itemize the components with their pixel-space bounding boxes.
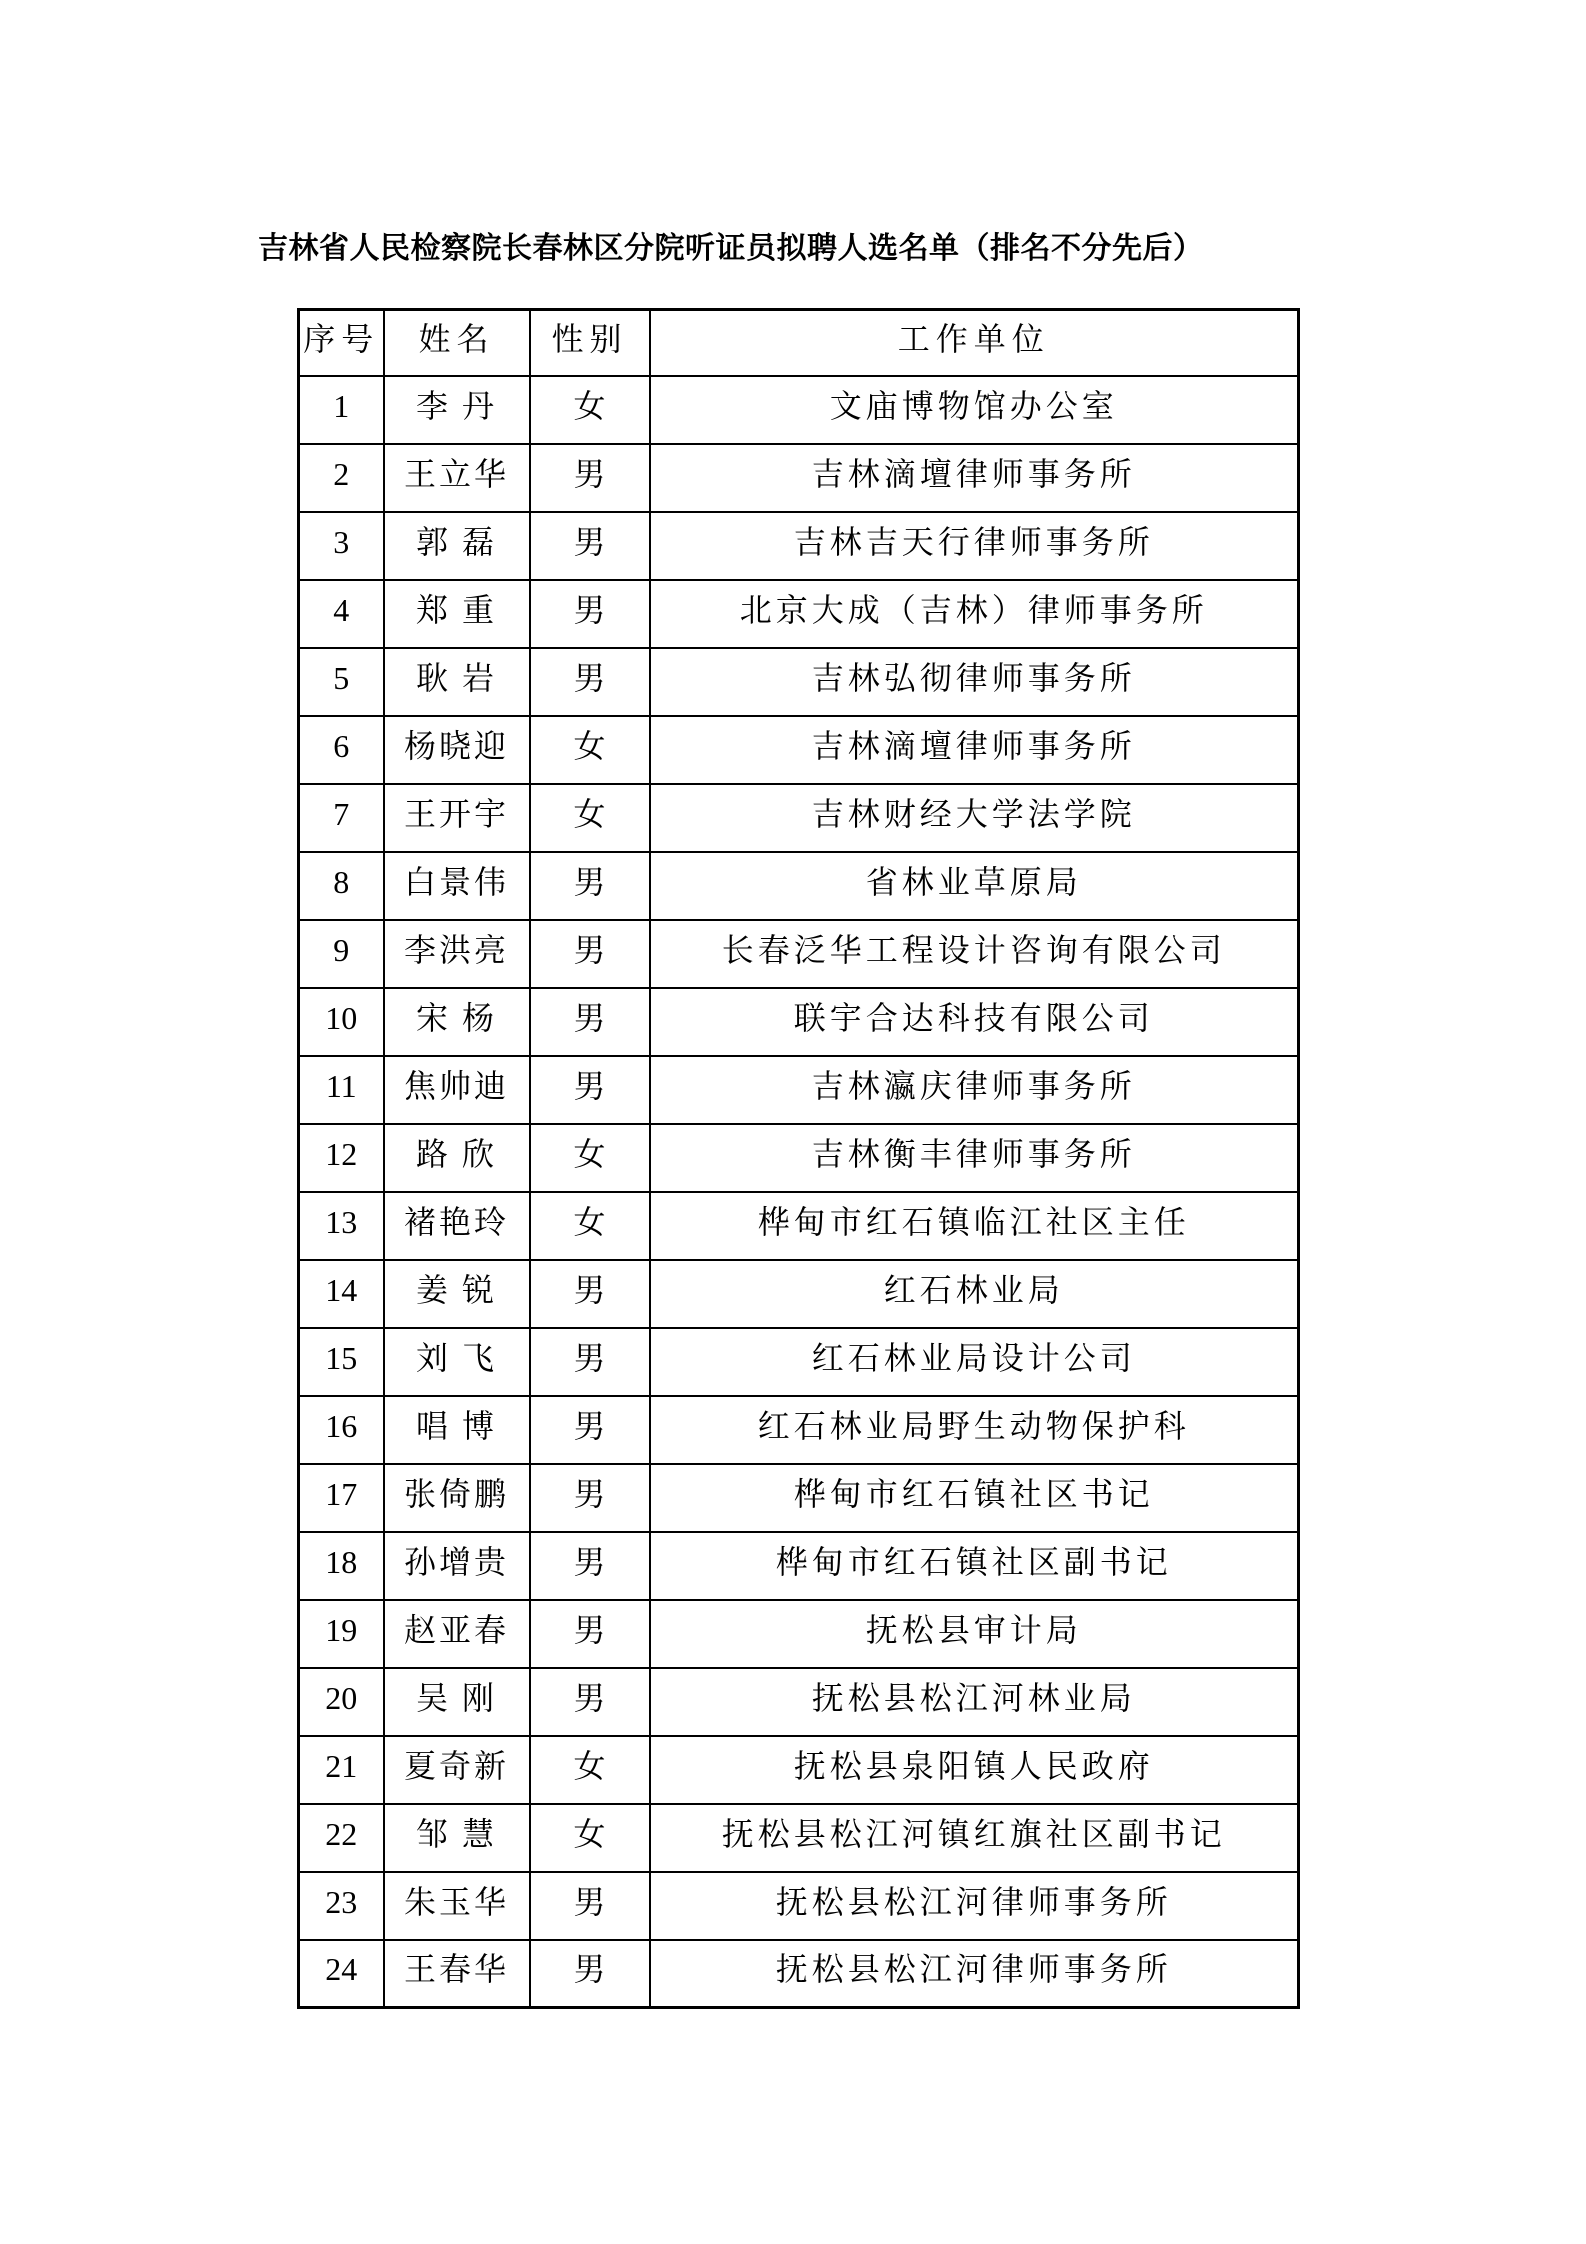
- cell-name: 姜 锐: [384, 1260, 530, 1328]
- cell-gender: 男: [530, 1396, 650, 1464]
- cell-serial-number: 20: [299, 1668, 384, 1736]
- cell-gender: 男: [530, 920, 650, 988]
- cell-name: 李 丹: [384, 376, 530, 444]
- cell-name: 宋 杨: [384, 988, 530, 1056]
- cell-gender: 男: [530, 444, 650, 512]
- table-row: [299, 852, 1299, 920]
- cell-work-unit: 长春泛华工程设计咨询有限公司: [650, 920, 1299, 988]
- cell-name: 路 欣: [384, 1124, 530, 1192]
- cell-serial-number: 22: [299, 1804, 384, 1872]
- table-row: [299, 1600, 1299, 1668]
- cell-work-unit: 桦甸市红石镇社区副书记: [650, 1532, 1299, 1600]
- table-row: [299, 1328, 1299, 1396]
- cell-serial-number: 2: [299, 444, 384, 512]
- table-row: [299, 1260, 1299, 1328]
- cell-gender: 男: [530, 512, 650, 580]
- cell-gender: 女: [530, 376, 650, 444]
- table-row: [299, 1192, 1299, 1260]
- cell-work-unit: 文庙博物馆办公室: [650, 376, 1299, 444]
- cell-name: 邹 慧: [384, 1804, 530, 1872]
- cell-serial-number: 16: [299, 1396, 384, 1464]
- cell-name: 刘 飞: [384, 1328, 530, 1396]
- cell-work-unit: 桦甸市红石镇临江社区主任: [650, 1192, 1299, 1260]
- cell-gender: 女: [530, 1736, 650, 1804]
- cell-gender: 男: [530, 1056, 650, 1124]
- cell-work-unit: 省林业草原局: [650, 852, 1299, 920]
- cell-gender: 男: [530, 1260, 650, 1328]
- cell-serial-number: 3: [299, 512, 384, 580]
- cell-work-unit: 红石林业局: [650, 1260, 1299, 1328]
- cell-work-unit: 抚松县松江河律师事务所: [650, 1872, 1299, 1940]
- cell-gender: 男: [530, 1872, 650, 1940]
- cell-work-unit: 桦甸市红石镇社区书记: [650, 1464, 1299, 1532]
- table-body: [299, 376, 1299, 2008]
- page-title: 吉林省人民检察院长春林区分院听证员拟聘人选名单（排名不分先后）: [258, 232, 1204, 265]
- header-name: 姓名: [384, 310, 530, 376]
- table-row: [299, 648, 1299, 716]
- cell-work-unit: 抚松县松江河律师事务所: [650, 1940, 1299, 2008]
- cell-name: 耿 岩: [384, 648, 530, 716]
- cell-serial-number: 13: [299, 1192, 384, 1260]
- table-row: [299, 376, 1299, 444]
- cell-work-unit: 抚松县松江河林业局: [650, 1668, 1299, 1736]
- cell-name: 褚艳玲: [384, 1192, 530, 1260]
- cell-serial-number: 19: [299, 1600, 384, 1668]
- cell-gender: 女: [530, 716, 650, 784]
- table-row: [299, 784, 1299, 852]
- cell-name: 郭 磊: [384, 512, 530, 580]
- cell-serial-number: 4: [299, 580, 384, 648]
- cell-gender: 男: [530, 1464, 650, 1532]
- cell-name: 郑 重: [384, 580, 530, 648]
- cell-gender: 女: [530, 1124, 650, 1192]
- table-row: [299, 1736, 1299, 1804]
- cell-serial-number: 11: [299, 1056, 384, 1124]
- cell-name: 杨晓迎: [384, 716, 530, 784]
- cell-work-unit: 红石林业局野生动物保护科: [650, 1396, 1299, 1464]
- cell-name: 唱 博: [384, 1396, 530, 1464]
- cell-serial-number: 21: [299, 1736, 384, 1804]
- cell-name: 王春华: [384, 1940, 530, 2008]
- cell-name: 李洪亮: [384, 920, 530, 988]
- cell-gender: 男: [530, 648, 650, 716]
- cell-gender: 女: [530, 1192, 650, 1260]
- cell-name: 吴 刚: [384, 1668, 530, 1736]
- cell-work-unit: 吉林吉天行律师事务所: [650, 512, 1299, 580]
- cell-serial-number: 10: [299, 988, 384, 1056]
- cell-work-unit: 吉林弘彻律师事务所: [650, 648, 1299, 716]
- cell-serial-number: 17: [299, 1464, 384, 1532]
- cell-gender: 男: [530, 1532, 650, 1600]
- cell-work-unit: 吉林衡丰律师事务所: [650, 1124, 1299, 1192]
- cell-gender: 女: [530, 784, 650, 852]
- cell-name: 朱玉华: [384, 1872, 530, 1940]
- table-row: [299, 1668, 1299, 1736]
- cell-serial-number: 7: [299, 784, 384, 852]
- table-row: [299, 1464, 1299, 1532]
- table-header-row: [299, 310, 1299, 376]
- cell-serial-number: 24: [299, 1940, 384, 2008]
- cell-serial-number: 18: [299, 1532, 384, 1600]
- cell-work-unit: 抚松县泉阳镇人民政府: [650, 1736, 1299, 1804]
- table-row: [299, 1056, 1299, 1124]
- cell-serial-number: 8: [299, 852, 384, 920]
- table-row: [299, 1396, 1299, 1464]
- cell-serial-number: 9: [299, 920, 384, 988]
- cell-name: 赵亚春: [384, 1600, 530, 1668]
- cell-work-unit: 吉林滴壇律师事务所: [650, 444, 1299, 512]
- cell-name: 孙增贵: [384, 1532, 530, 1600]
- cell-serial-number: 6: [299, 716, 384, 784]
- cell-serial-number: 15: [299, 1328, 384, 1396]
- cell-gender: 男: [530, 852, 650, 920]
- cell-work-unit: 抚松县松江河镇红旗社区副书记: [650, 1804, 1299, 1872]
- cell-gender: 女: [530, 1804, 650, 1872]
- roster-table: [297, 308, 1300, 2009]
- cell-name: 夏奇新: [384, 1736, 530, 1804]
- table-row: [299, 1872, 1299, 1940]
- table-row: [299, 1940, 1299, 2008]
- cell-name: 王立华: [384, 444, 530, 512]
- cell-gender: 男: [530, 988, 650, 1056]
- header-serial-number: 序号: [299, 310, 384, 376]
- cell-serial-number: 1: [299, 376, 384, 444]
- header-gender: 性别: [530, 310, 650, 376]
- cell-gender: 男: [530, 1328, 650, 1396]
- cell-gender: 男: [530, 580, 650, 648]
- cell-work-unit: 吉林滴壇律师事务所: [650, 716, 1299, 784]
- table-row: [299, 716, 1299, 784]
- cell-name: 焦帅迪: [384, 1056, 530, 1124]
- table-row: [299, 988, 1299, 1056]
- cell-gender: 男: [530, 1940, 650, 2008]
- cell-name: 白景伟: [384, 852, 530, 920]
- cell-work-unit: 红石林业局设计公司: [650, 1328, 1299, 1396]
- cell-serial-number: 14: [299, 1260, 384, 1328]
- header-work-unit: 工作单位: [650, 310, 1299, 376]
- table-row: [299, 512, 1299, 580]
- cell-serial-number: 23: [299, 1872, 384, 1940]
- table-row: [299, 580, 1299, 648]
- cell-gender: 男: [530, 1600, 650, 1668]
- cell-work-unit: 抚松县审计局: [650, 1600, 1299, 1668]
- cell-work-unit: 北京大成（吉林）律师事务所: [650, 580, 1299, 648]
- table-row: [299, 444, 1299, 512]
- cell-work-unit: 吉林瀛庆律师事务所: [650, 1056, 1299, 1124]
- cell-work-unit: 吉林财经大学法学院: [650, 784, 1299, 852]
- cell-serial-number: 5: [299, 648, 384, 716]
- table-row: [299, 1124, 1299, 1192]
- table-row: [299, 1532, 1299, 1600]
- cell-gender: 男: [530, 1668, 650, 1736]
- cell-serial-number: 12: [299, 1124, 384, 1192]
- cell-name: 王开宇: [384, 784, 530, 852]
- table-header: [299, 310, 1299, 376]
- cell-work-unit: 联宇合达科技有限公司: [650, 988, 1299, 1056]
- cell-name: 张倚鹏: [384, 1464, 530, 1532]
- table-row: [299, 1804, 1299, 1872]
- table-row: [299, 920, 1299, 988]
